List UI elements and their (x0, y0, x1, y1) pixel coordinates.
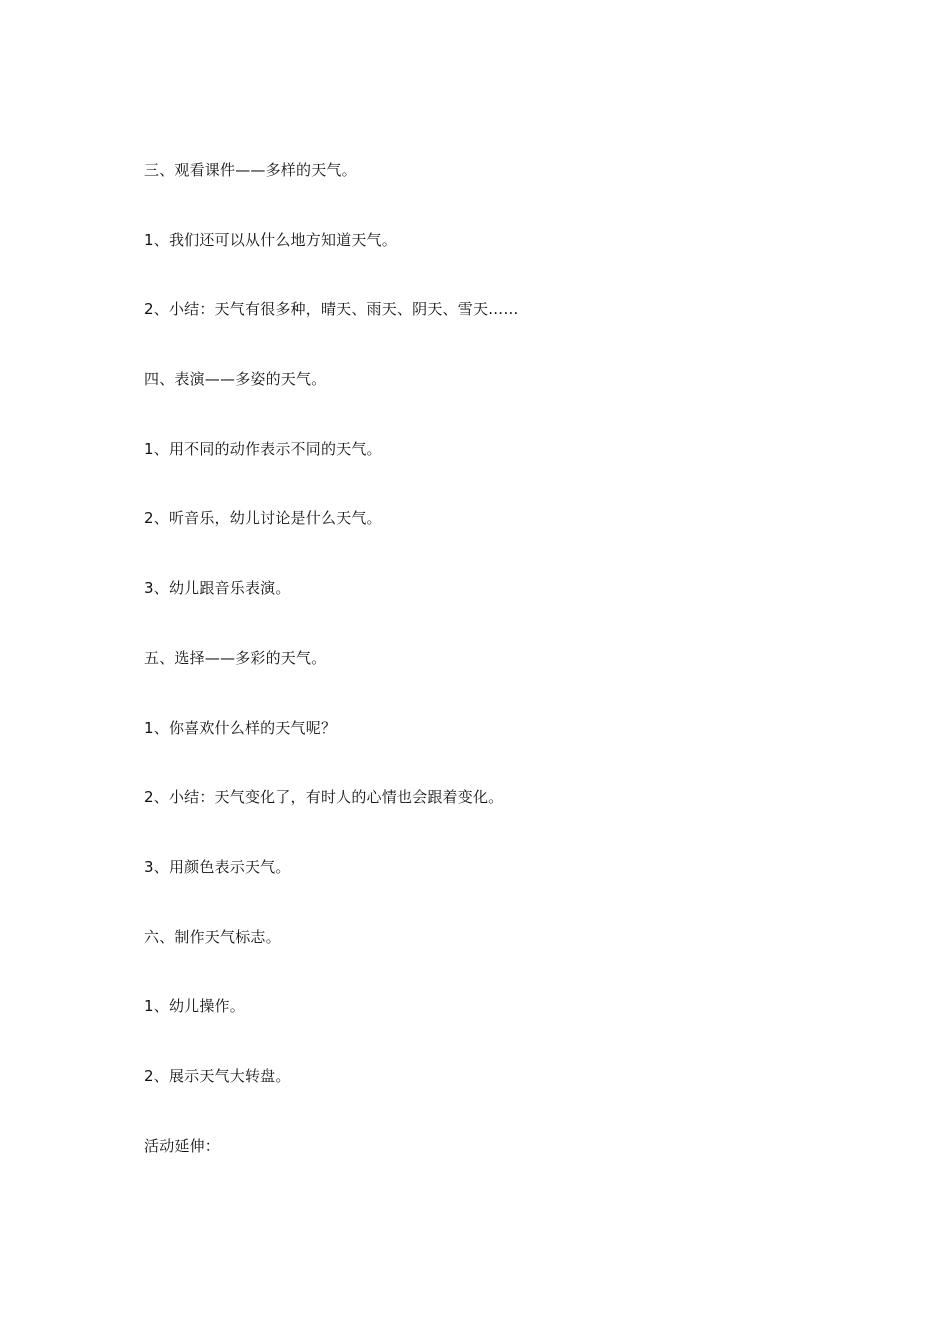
paragraph-line: 2、展示天气大转盘。 (144, 1066, 291, 1085)
section-heading-6: 六、制作天气标志。 (144, 927, 281, 946)
paragraph-line: 1、我们还可以从什么地方知道天气。 (144, 230, 397, 249)
paragraph-line: 1、用不同的动作表示不同的天气。 (144, 439, 382, 458)
section-heading-5: 五、选择——多彩的天气。 (144, 648, 327, 667)
activity-extension-heading: 活动延伸： (144, 1136, 221, 1155)
paragraph-line: 3、幼儿跟音乐表演。 (144, 579, 291, 598)
paragraph-line: 1、幼儿操作。 (144, 997, 245, 1016)
paragraph-line: 2、小结：天气变化了，有时人的心情也会跟着变化。 (144, 788, 504, 807)
document-body (144, 158, 824, 1203)
section-heading-4: 四、表演——多姿的天气。 (144, 370, 327, 389)
paragraph-line: 1、你喜欢什么样的天气呢？ (144, 718, 337, 737)
paragraph-line: 2、听音乐，幼儿讨论是什么天气。 (144, 509, 382, 528)
section-heading-3: 三、观看课件——多样的天气。 (144, 161, 357, 179)
paragraph-line: 2、小结：天气有很多种，晴天、雨天、阴天、雪天…… (144, 300, 519, 319)
paragraph-line: 3、用颜色表示天气。 (144, 857, 291, 876)
